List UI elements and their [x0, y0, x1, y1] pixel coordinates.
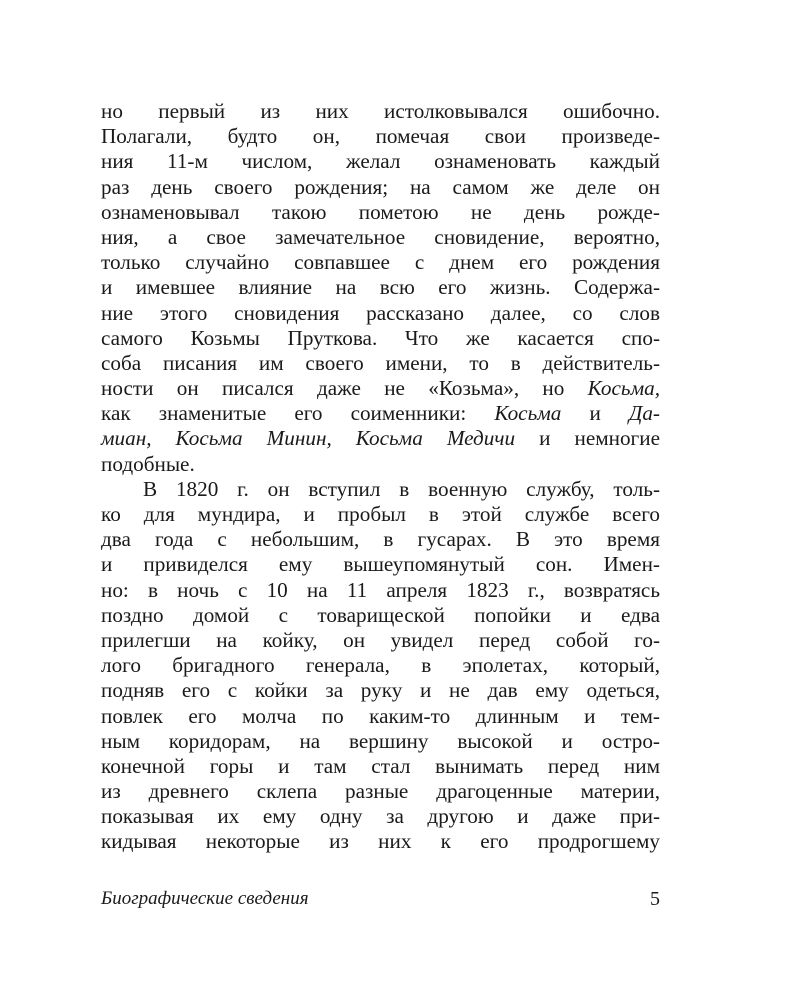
text-line: самого Козьмы Пруткова. Что же касается спо-: [101, 325, 660, 350]
italic-name: Косьма: [494, 401, 562, 426]
text-line: ние этого сновидения рассказано далее, со слов: [101, 300, 660, 325]
text-line: подняв его с койки за руку и не дав ему одеться,: [101, 678, 660, 703]
text-line: прилегши на койку, он увидел перед собой го-: [101, 627, 660, 652]
text-line: раз день своего рождения; на самом же деле он: [101, 174, 660, 199]
paragraph-first-line: В 1820 г. он вступил в военную службу, толь-: [143, 476, 660, 501]
text-line: конечной горы и там стал вынимать перед ним: [101, 753, 660, 778]
text-line: как знаменитые его соименники: Косьма и Да-: [101, 401, 660, 426]
text-line: только случайно совпавшее с днем его рождения: [101, 250, 660, 275]
text-line: лого бригадного генерала, в эполетах, который,: [101, 653, 660, 678]
text-line: из древнего склепа разные драгоценные материи,: [101, 779, 660, 804]
text-line: миан, Косьма Минин, Косьма Медичи и немногие: [101, 426, 660, 451]
text-line: и привиделся ему вышеупомянутый сон. Имен-: [101, 552, 660, 577]
text-line: ным коридорам, на вершину высокой и остро-: [101, 728, 660, 753]
italic-name: Да-: [628, 401, 660, 426]
page-number: 5: [650, 888, 660, 910]
page-footer: [101, 886, 660, 912]
italic-name: Косьма,: [587, 376, 660, 401]
text-line: Полагали, будто он, помечая свои произведе-: [101, 124, 660, 149]
text-line: соба писания им своего имени, то в действитель-: [101, 350, 660, 375]
text-line: два года с небольшим, в гусарах. В это время: [101, 527, 660, 552]
text-line: подобные.: [101, 451, 195, 476]
text-line: ознаменовывал такою пометою не день рожде-: [101, 199, 660, 224]
text-line: и имевшее влияние на всю его жизнь. Содержа-: [101, 275, 660, 300]
text-line: но первый из них истолковывался ошибочно.: [101, 99, 660, 123]
italic-names: миан, Косьма Минин, Косьма Медичи: [101, 426, 516, 451]
body-text: [101, 99, 660, 855]
text-line: ния 11-м числом, желал ознаменовать каждый: [101, 149, 660, 174]
text-line: повлек его молча по каким-то длинным и тем-: [101, 703, 660, 728]
text-line: но: в ночь с 10 на 11 апреля 1823 г., возвратясь: [101, 577, 660, 602]
text-line: кидывая некоторые из них к его продрогшему: [101, 829, 660, 854]
text-line: ко для мундира, и пробыл в этой службе всего: [101, 502, 660, 526]
running-title: Биографические сведения: [101, 888, 309, 909]
text-line: показывая их ему одну за другою и даже при-: [101, 804, 660, 829]
text-line: ности он писался даже не «Козьма», но Косьма,: [101, 376, 660, 401]
text-line: ния, а свое замечательное сновидение, вероятно,: [101, 224, 660, 249]
text-line: поздно домой с товарищеской попойки и едва: [101, 602, 660, 627]
